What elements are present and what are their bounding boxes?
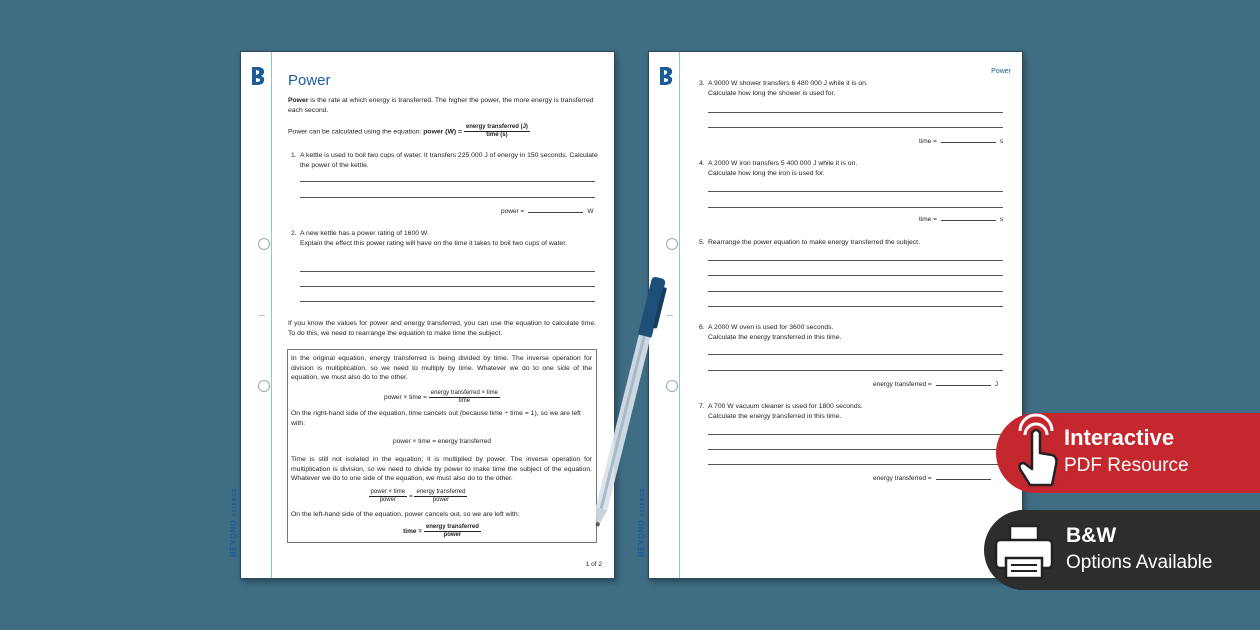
answer-line[interactable] <box>708 306 1003 307</box>
answer-line[interactable] <box>708 112 1003 113</box>
answer-line[interactable] <box>300 271 595 272</box>
punch-hole <box>666 238 678 250</box>
answer-line[interactable] <box>708 275 1003 276</box>
box-eq3-equals: = <box>408 493 413 501</box>
equation-lead: Power can be calculated using the equation: <box>288 128 424 136</box>
q1-answer[interactable] <box>501 206 593 215</box>
answer-blank[interactable] <box>941 136 996 143</box>
q6-answer-label: energy transferred = <box>873 381 932 388</box>
q4-text-b: Calculate how long the iron is used for. <box>708 170 825 177</box>
q1-number: 1. <box>291 152 297 159</box>
answer-line[interactable] <box>708 464 1003 465</box>
q2-number: 2. <box>291 230 297 237</box>
box-paragraph-1: In the original equation, energy transferred is being divided by time. The inverse operation for division is multiplication, so we need to multiply by time. Whatever we do to one side of the equation, we must also do to the other. <box>291 355 592 381</box>
equation-lhs: power (W) = <box>423 128 462 136</box>
box-eq3-right-denominator: power <box>432 497 450 503</box>
interactive-badge-subtitle: PDF Resource <box>1064 455 1189 476</box>
margin-line <box>271 52 272 578</box>
punch-hole <box>258 238 270 250</box>
box-paragraph-4: On the left-hand side of the equation, power cancels out, so we are left with: <box>291 511 520 518</box>
answer-line[interactable] <box>708 191 1003 192</box>
answer-blank[interactable] <box>936 379 991 386</box>
answer-blank[interactable] <box>941 214 996 221</box>
q7-number: 7. <box>699 403 705 410</box>
box-eq3-right-fraction <box>414 489 467 504</box>
answer-blank[interactable] <box>936 473 991 480</box>
box-equation-1 <box>288 390 596 405</box>
q7-answer[interactable] <box>873 473 995 482</box>
q6-text-a: A 2000 W oven is used for 3600 seconds. <box>708 324 834 331</box>
equation-line <box>288 124 530 139</box>
q4-answer-label: time = <box>919 216 937 223</box>
answer-blank[interactable] <box>528 206 583 213</box>
box-paragraph-2: On the right-hand side of the equation, time cancels out (because time ÷ time = 1), so we are left with: <box>291 410 581 427</box>
pen-icon <box>588 268 668 538</box>
worksheet-page-2 <box>637 51 1023 579</box>
box-eq3-right-numerator: energy transferred <box>416 489 466 495</box>
interactive-badge-title: Interactive <box>1064 425 1175 450</box>
q4-number: 4. <box>699 160 705 167</box>
box-eq1-numerator: energy transferred × time <box>430 390 498 396</box>
q6-answer[interactable] <box>873 379 998 388</box>
worksheet-page-1 <box>229 51 615 579</box>
q1-text: A kettle is used to boil two cups of water. It transfers 225 000 J of energy in 150 seconds. Calculate the power of the kettle. <box>300 152 598 169</box>
q7-text-b: Calculate the energy transferred in this time. <box>708 413 842 420</box>
fold-mark <box>259 315 265 316</box>
box-eq1-denominator: time <box>458 398 471 404</box>
answer-line[interactable] <box>708 354 1003 355</box>
q3-number: 3. <box>699 80 705 87</box>
q6-number: 6. <box>699 324 705 331</box>
box-eq4-fraction <box>424 524 481 539</box>
q3-answer-unit: s <box>999 138 1004 145</box>
equation-fraction <box>464 124 530 139</box>
q3-answer-label: time = <box>919 138 937 145</box>
margin-line <box>679 52 680 578</box>
q2-text-a: A new kettle has a power rating of 1600 W. <box>300 230 429 237</box>
answer-line[interactable] <box>708 291 1003 292</box>
q5-text: Rearrange the power equation to make energy transferred the subject. <box>708 239 920 246</box>
box-equation-3 <box>288 489 548 504</box>
brand-sub: SCIENCE <box>640 487 646 517</box>
box-eq3-left-numerator: power × time <box>370 489 406 495</box>
box-equation-4 <box>288 524 596 539</box>
answer-line[interactable] <box>300 301 595 302</box>
answer-line[interactable] <box>708 434 1003 435</box>
q2-text-b: Explain the effect this power rating will have on the time it takes to boil two cups of water. <box>300 240 567 247</box>
brand-vertical <box>229 467 238 557</box>
q4-answer-unit: s <box>999 216 1004 223</box>
box-eq1-fraction <box>429 390 500 405</box>
box-paragraph-3: Time is still not isolated in the equation; it is multiplied by power. The inverse operation for multiplication is division, so we need to divide by power to make time the subject of the equation. Whatever we do to one side of the equation, we must also do to the other. <box>291 456 592 482</box>
explanation-box <box>287 349 597 543</box>
answer-line[interactable] <box>708 207 1003 208</box>
intro-bold: Power <box>288 97 309 104</box>
q4-text-a: A 2000 W iron transfers 5 400 000 J while it is on. <box>708 160 858 167</box>
q6-text-b: Calculate the energy transferred in this time. <box>708 334 842 341</box>
beyond-logo-icon <box>250 66 266 86</box>
q3-answer[interactable] <box>919 136 1003 145</box>
box-eq3-left-fraction <box>369 489 408 504</box>
q1-answer-unit: W <box>587 208 594 215</box>
rearrange-paragraph: If you know the values for power and energy transferred, you can use the equation to calculate time. To do this, we need to rearrange the equation to make time the subject. <box>288 320 596 337</box>
q3-text-a: A 9000 W shower transfers 6 480 000 J while it is on. <box>708 80 868 87</box>
answer-line[interactable] <box>708 127 1003 128</box>
punch-hole <box>258 380 270 392</box>
brand-sub: SCIENCE <box>232 487 238 517</box>
page-tag: Power <box>991 68 1011 75</box>
equation-denominator: time (s) <box>486 132 508 138</box>
answer-line[interactable] <box>708 370 1003 371</box>
brand-name: BEYOND <box>229 519 238 557</box>
bw-badge-subtitle: Options Available <box>1066 552 1213 573</box>
bw-badge <box>1018 510 1260 590</box>
box-eq4-denominator: power <box>443 532 462 538</box>
beyond-logo-icon <box>658 66 674 86</box>
answer-line[interactable] <box>708 260 1003 261</box>
bw-badge-title: B&W <box>1066 524 1117 547</box>
box-eq4-numerator: energy transferred <box>425 524 479 530</box>
q5-number: 5. <box>699 239 705 246</box>
answer-line[interactable] <box>300 197 595 198</box>
box-eq4-lhs: time = <box>403 528 423 536</box>
intro-text <box>288 96 596 115</box>
box-eq1-lhs: power × time = <box>383 394 427 402</box>
brand-name: BEYOND <box>637 519 646 557</box>
equation-numerator: energy transferred (J) <box>465 124 528 130</box>
intro-rest: is the rate at which energy is transferred. The higher the power, the more energy is transferred each second. <box>288 97 594 114</box>
answer-line[interactable] <box>300 181 595 182</box>
q7-text-a: A 700 W vacuum cleaner is used for 1800 seconds. <box>708 403 863 410</box>
q4-answer[interactable] <box>919 214 1003 223</box>
box-equation-2: power × time = energy transferred <box>393 438 491 445</box>
interactive-badge <box>1036 413 1260 493</box>
q6-answer-unit: J <box>994 381 998 388</box>
page-number: 1 of 2 <box>585 561 602 568</box>
answer-line[interactable] <box>708 449 1003 450</box>
box-eq3-left-denominator: power <box>379 497 396 503</box>
page-title: Power <box>288 72 331 89</box>
q3-text-b: Calculate how long the shower is used for. <box>708 90 836 97</box>
q1-answer-label: power = <box>501 208 525 215</box>
answer-line[interactable] <box>300 286 595 287</box>
q7-answer-label: energy transferred = <box>873 475 932 482</box>
printer-icon <box>984 510 1064 590</box>
